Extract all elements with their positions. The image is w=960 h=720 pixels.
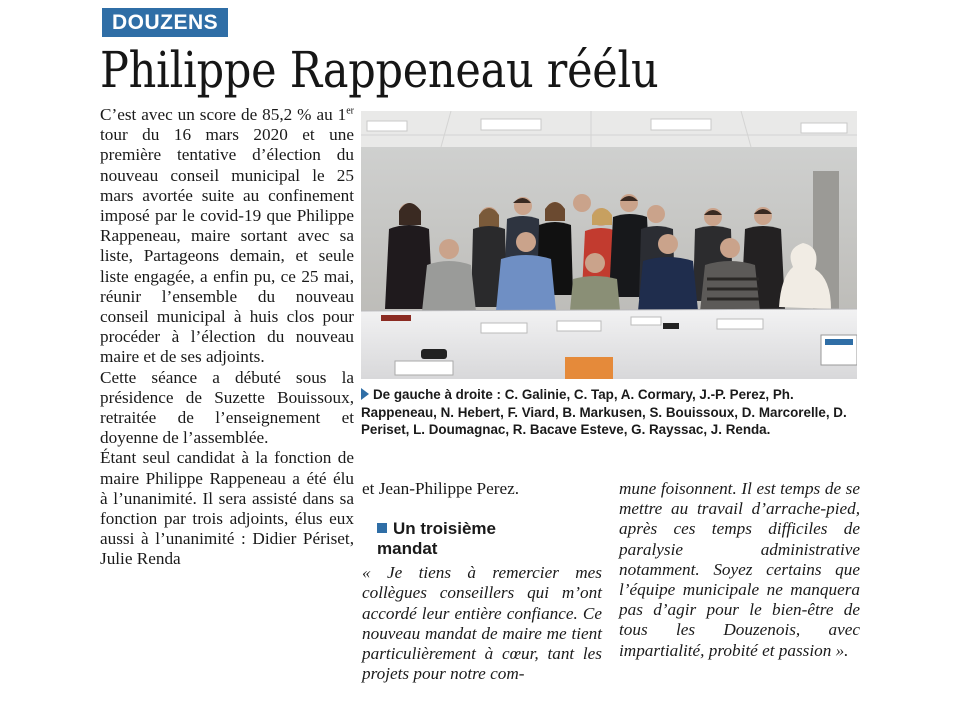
article-column-2	[362, 479, 602, 684]
intro-text-a: C’est avec un score de 85,2 % au 1	[100, 105, 347, 124]
quote-part-2: mune foisonnent. Il est temps de se mettre au travail d’arrache-pied, après ces temps difficiles de paralysie administrative notamment. Soyez certains que l’équipe municipale ne manquera pas d’agir pour le bien-être de tous les Douzenois, avec impartialité, probité et passion ».	[619, 479, 860, 660]
caption-bullet-icon	[361, 388, 369, 400]
paragraph-3: Étant seul candidat à la fonction de maire Philippe Rappeneau a été élu à l’unanimité. Il sera assisté dans sa fonction par trois adjoints, élus eux aussi à l’unanimité : Didier Périset, Julie Renda	[100, 448, 354, 569]
intro-paragraph	[100, 105, 354, 368]
subheading-line-1: Un troisième	[393, 519, 496, 539]
caption-text: De gauche à droite : C. Galinie, C. Tap, A. Cormary, J.-P. Perez, Ph. Rappeneau, N. Hebert, F. Viard, B. Markusen, S. Bouissoux, D. Marcorelle, D. Periset, L. Doumagnac, R. Bacave Esteve, G. Rayssac, J. Renda.	[361, 387, 847, 438]
council-photo-illustration	[361, 111, 857, 379]
continuation-text: et Jean-Philippe Perez.	[362, 479, 520, 498]
subheading-line-2: mandat	[377, 539, 438, 559]
article-column-3	[619, 479, 860, 661]
paragraph-2: Cette séance a débuté sous la présidence de Suzette Bouissoux, retraitée de l’enseignement et doyenne de l’assemblée.	[100, 367, 354, 448]
subheading	[377, 519, 602, 559]
photo-caption	[361, 386, 861, 439]
ordinal-superscript: er	[346, 105, 354, 117]
section-kicker: DOUZENS	[102, 8, 228, 37]
intro-text-b: tour du 16 mars 2020 et une première tentative d’élection du nouveau conseil municipal le 25 mars avortée suite au confinement imposé par le covid-19 que Philippe Rappeneau, maire sortant avec sa liste, Partageons demain, et seule liste engagée, a enfin pu, ce 25 mai, réunir l’ensemble du nouveau conseil municipal à huis clos pour procéder à l’élection du nouveau maire et de ses adjoints.	[100, 125, 354, 367]
quote-part-1: « Je tiens à remercier mes collègues conseillers qui m’ont accordé leur entière confiance. Ce nouveau mandat de maire me tient particulièrement à cœur, tant les projets pour notre com-	[362, 563, 602, 684]
article-column-1	[100, 105, 354, 570]
subheading-square-icon	[377, 523, 387, 533]
council-photo	[361, 111, 857, 379]
headline: Philippe Rappeneau réélu	[100, 41, 659, 99]
